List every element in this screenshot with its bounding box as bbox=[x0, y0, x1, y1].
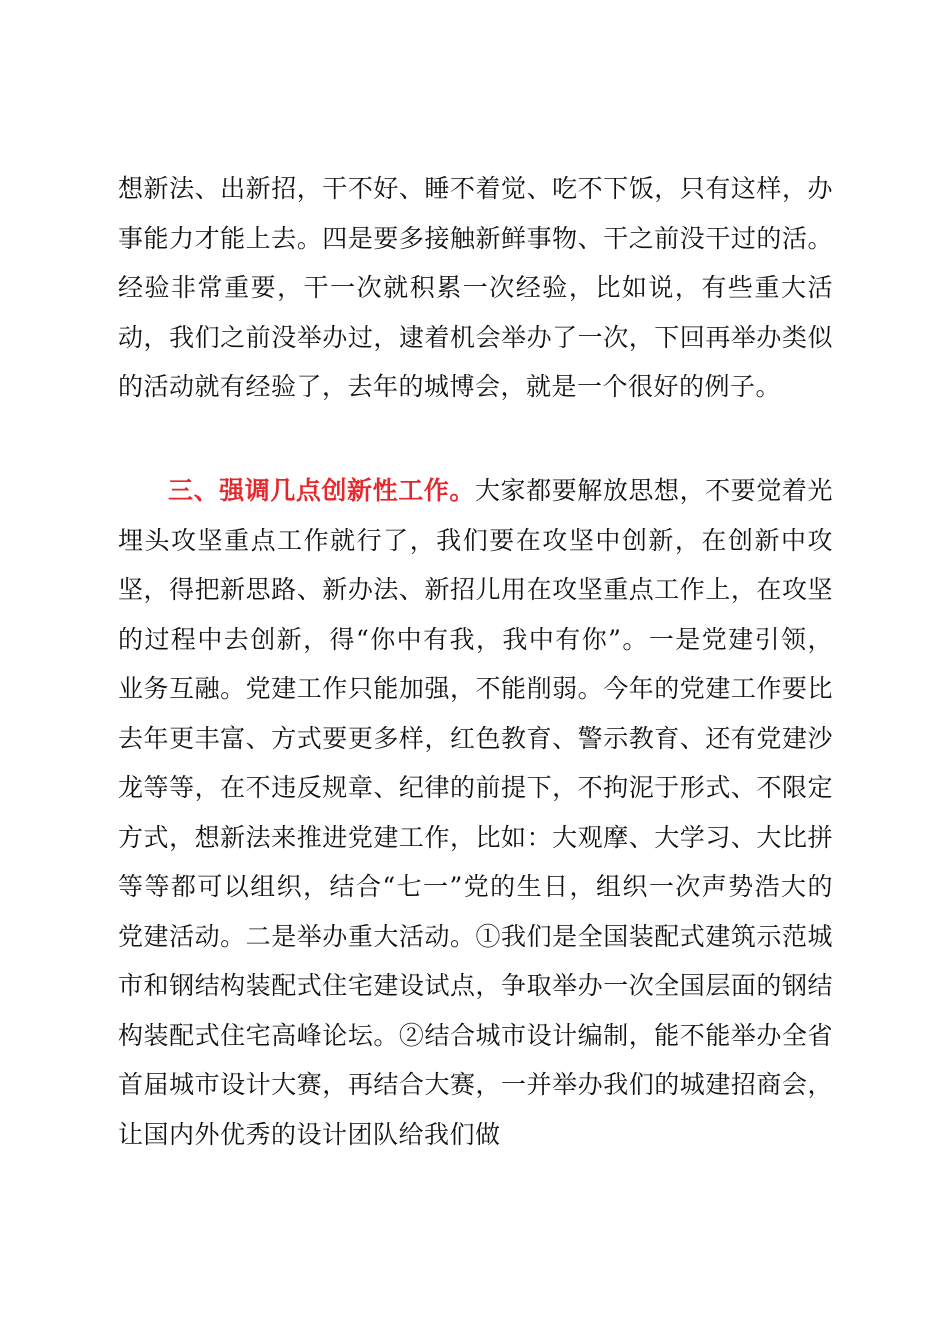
section-three-text bbox=[118, 466, 833, 1159]
paragraph-text: 想新法、出新招，干不好、睡不着觉、吃不下饭，只有这样，办事能力才能上去。四是要多接触新鲜事物、干之前没干过的活。经验非常重要，干一次就积累一次经验，比如说，有些重大活动，我们之前没举办过，逮着机会举办了一次，下回再举办类似的活动就有经验了，去年的城博会，就是一个很好的例子。 bbox=[118, 174, 833, 401]
paragraph-continued bbox=[118, 164, 833, 412]
section-three-paragraph bbox=[118, 466, 833, 1159]
section-heading: 三、强调几点创新性工作。 bbox=[168, 476, 475, 505]
section-body: 大家都要解放思想，不要觉着光埋头攻坚重点工作就行了，我们要在攻坚中创新，在创新中攻坚，得把新思路、新办法、新招儿用在攻坚重点工作上，在攻坚的过程中去创新，得“你中有我，我中有你”。一是党建引领，业务互融。党建工作只能加强，不能削弱。今年的党建工作要比去年更丰富、方式要更多样，红色教育、警示教育、还有党建沙龙等等，在不违反规章、纪律的前提下，不拘泥于形式、不限定方式，想新法来推进党建工作，比如：大观摩、大学习、大比拼等等都可以组织，结合“七一”党的生日，组织一次声势浩大的党建活动。二是举办重大活动。①我们是全国装配式建筑示范城市和钢结构装配式住宅建设试点，争取举办一次全国层面的钢结构装配式住宅高峰论坛。②结合城市设计编制，能不能举办全省首届城市设计大赛，再结合大赛，一并举办我们的城建招商会，让国内外优秀的设计团队给我们做 bbox=[118, 476, 833, 1149]
